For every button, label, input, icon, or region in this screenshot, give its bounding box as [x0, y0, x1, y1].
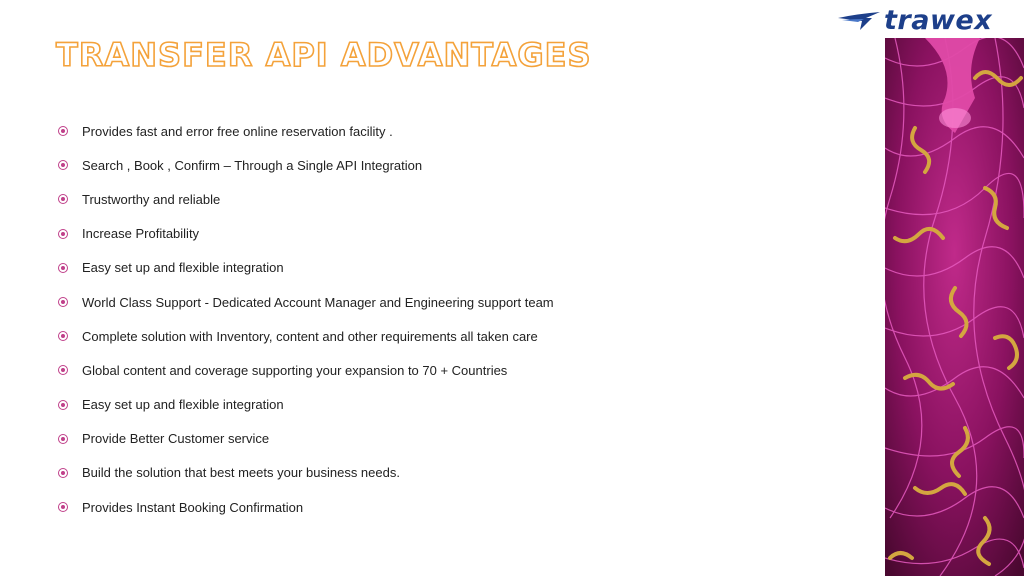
list-item	[58, 490, 554, 524]
list-item	[58, 353, 554, 387]
list-item	[58, 251, 554, 285]
bullet-text: Provide Better Customer service	[82, 431, 270, 447]
list-item	[58, 182, 554, 216]
page-title: TRANSFER API ADVANTAGES	[56, 36, 592, 74]
bullet-text: Complete solution with Inventory, content and other requirements all taken care	[82, 328, 538, 344]
bullet-text: Global content and coverage supporting your expansion to 70 + Countries	[82, 362, 508, 378]
festive-ribbon-decoration	[885, 38, 1024, 576]
bullet-text: Easy set up and flexible integration	[82, 397, 284, 413]
trawex-logo	[836, 2, 1016, 38]
plane-swoosh-icon	[836, 8, 882, 32]
circled-dot-bullet-icon	[58, 297, 68, 307]
circled-dot-bullet-icon	[58, 263, 68, 273]
circled-dot-bullet-icon	[58, 400, 68, 410]
bullet-list	[58, 114, 554, 524]
circled-dot-bullet-icon	[58, 502, 68, 512]
list-item	[58, 217, 554, 251]
list-item	[58, 319, 554, 353]
bullet-text: Easy set up and flexible integration	[82, 260, 284, 276]
circled-dot-bullet-icon	[58, 160, 68, 170]
bullet-text: Search , Book , Confirm – Through a Single API Integration	[82, 157, 423, 173]
bullet-text: Build the solution that best meets your business needs.	[82, 465, 400, 481]
list-item	[58, 388, 554, 422]
circled-dot-bullet-icon	[58, 229, 68, 239]
bullet-text: Provides Instant Booking Confirmation	[82, 499, 304, 515]
circled-dot-bullet-icon	[58, 194, 68, 204]
list-item	[58, 422, 554, 456]
list-item	[58, 285, 554, 319]
bullet-text: Trustworthy and reliable	[82, 191, 221, 207]
bullet-text: Increase Profitability	[82, 226, 200, 242]
list-item	[58, 114, 554, 148]
list-item	[58, 456, 554, 490]
bullet-text: Provides fast and error free online reservation facility .	[82, 123, 393, 139]
circled-dot-bullet-icon	[58, 434, 68, 444]
circled-dot-bullet-icon	[58, 468, 68, 478]
logo-text: trawex	[884, 4, 993, 36]
circled-dot-bullet-icon	[58, 126, 68, 136]
circled-dot-bullet-icon	[58, 365, 68, 375]
circled-dot-bullet-icon	[58, 331, 68, 341]
list-item	[58, 148, 554, 182]
bullet-text: World Class Support - Dedicated Account Manager and Engineering support team	[82, 294, 554, 310]
